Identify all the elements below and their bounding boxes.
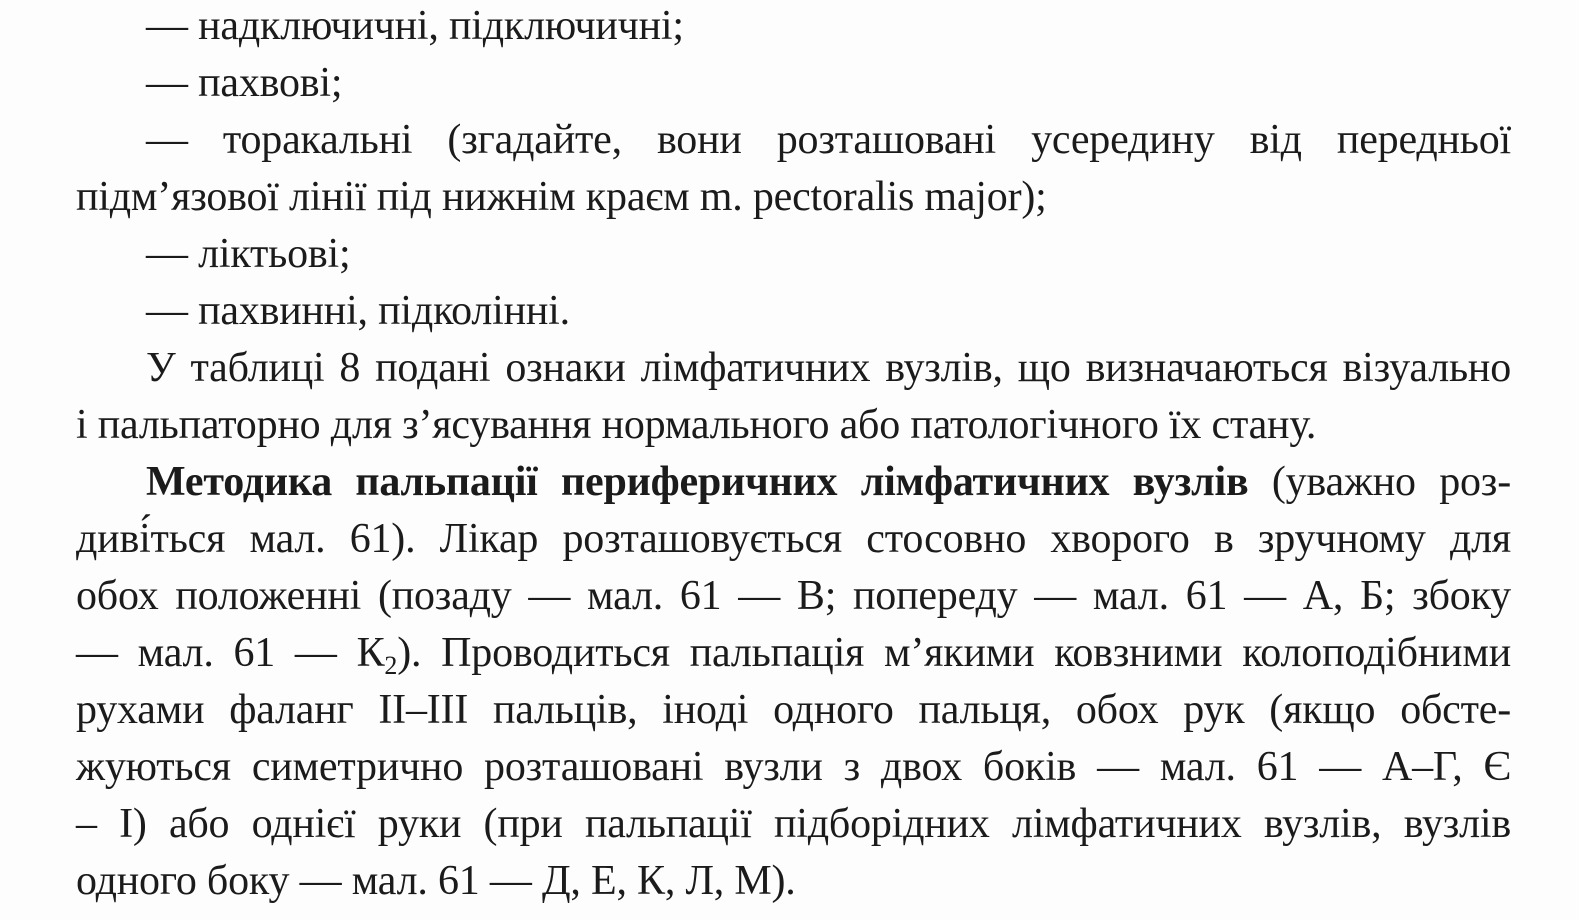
paragraph-table-intro-line-1: У таблиці 8 подані ознаки лімфатичних вузлів, що визначаються візуально xyxy=(146,345,1511,391)
paragraph-method-line-4 xyxy=(76,627,1511,679)
list-item-supraclavicular: — надключичні, підключичні; xyxy=(146,3,684,49)
list-item-inguinal: — пахвинні, підколінні. xyxy=(146,288,570,334)
figure-ref-subscript: 2 xyxy=(384,651,398,680)
paragraph-method-line-3: обох положенні (позаду — мал. 61 — В; попереду — мал. 61 — А, Б; збоку xyxy=(76,573,1511,619)
figure-ref-k: — мал. 61 — К xyxy=(76,630,385,676)
paragraph-method-line-5: рухами фаланг II–III пальців, іноді одного пальця, обох рук (якщо обсте- xyxy=(76,687,1511,733)
paragraph-table-intro-line-2: і пальпаторно для з’ясування нормального або патологічного їх стану. xyxy=(76,402,1317,448)
paragraph-method-line-2: диві́ться мал. 61). Лікар розташовується стосовно хворого в зручному для xyxy=(76,516,1511,562)
list-item-cubital: — ліктьові; xyxy=(146,231,351,277)
method-heading-continuation: (уважно роз- xyxy=(1248,459,1511,505)
paragraph-method-line-8: одного боку — мал. 61 — Д, Е, К, Л, М). xyxy=(76,858,796,904)
paragraph-method-line-1 xyxy=(146,456,1511,508)
method-heading: Методика пальпації периферичних лімфатичних вузлів xyxy=(146,459,1249,505)
list-item-axillary: — пахвові; xyxy=(146,60,343,106)
palpation-description: ). Проводиться пальпація м’якими ковзними колоподібними xyxy=(397,630,1511,676)
list-item-thoracic-continuation: підм’язової лінії під нижнім краєм m. pectoralis major); xyxy=(76,174,1047,220)
list-item-thoracic: — торакальні (згадайте, вони розташовані усередину від передньої xyxy=(146,117,1511,163)
paragraph-method-line-7: – І) або однієї руки (при пальпації підборідних лімфатичних вузлів, вузлів xyxy=(76,801,1511,847)
paragraph-method-line-6: жуються симетрично розташовані вузли з двох боків — мал. 61 — А–Г, Є xyxy=(76,744,1511,790)
